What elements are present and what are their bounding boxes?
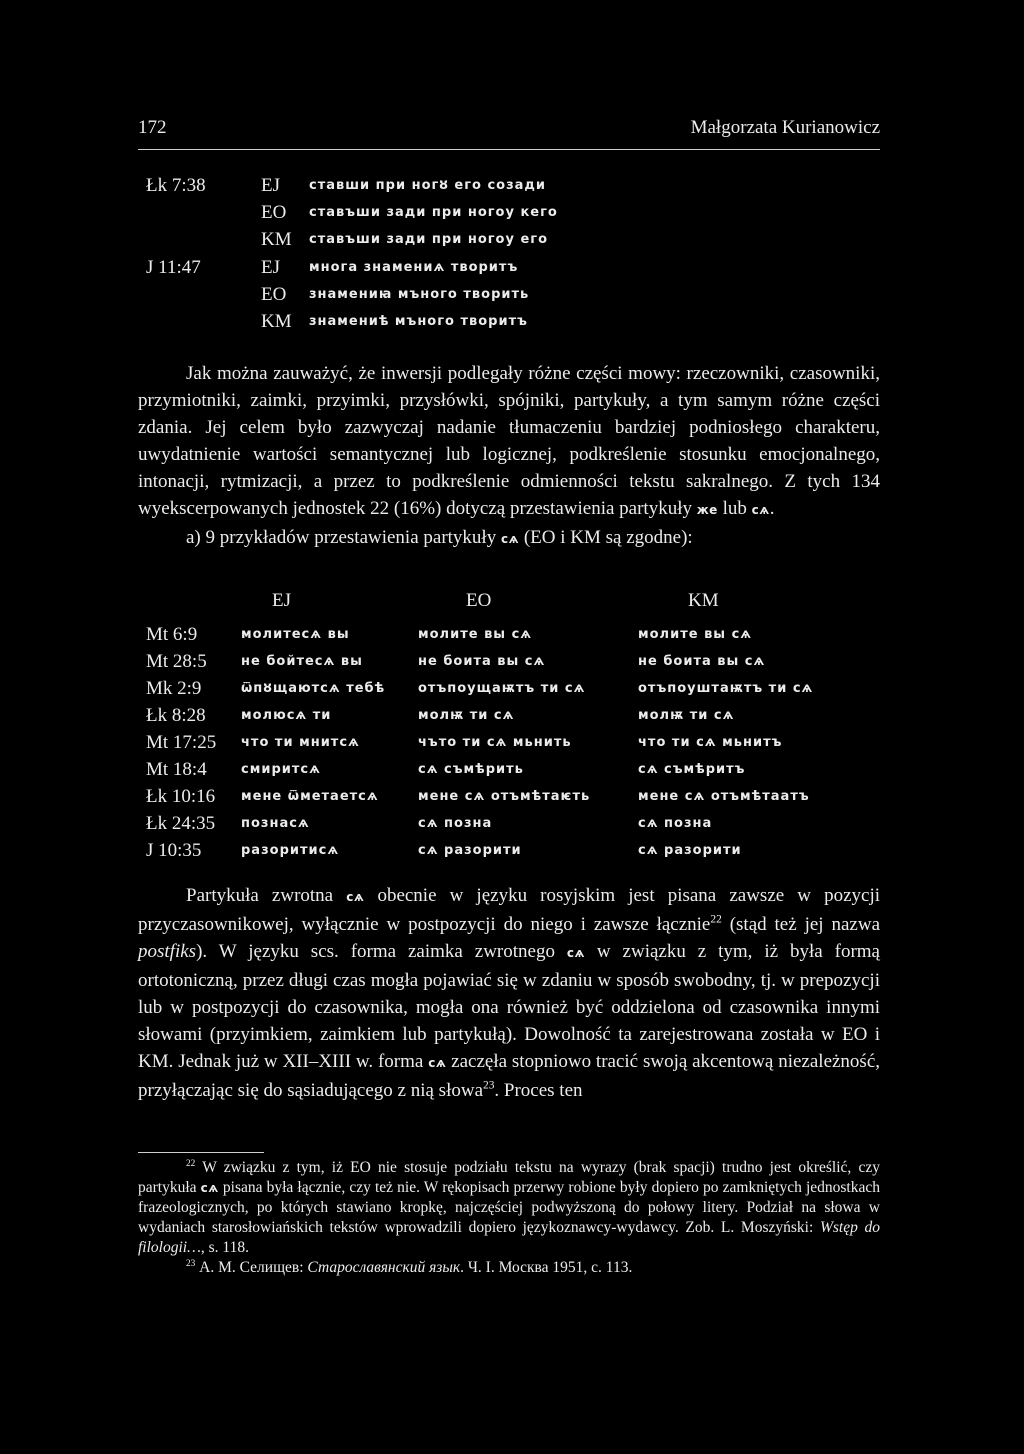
footnote-number: 23 — [186, 1258, 196, 1269]
church-slavonic-text: знамениѣ мъного творитъ — [309, 313, 528, 329]
verse-ref: Mt 28:5 — [146, 651, 207, 672]
example-row — [146, 281, 876, 308]
text-run: . — [769, 498, 775, 519]
text-run: . Proces ten — [494, 1080, 583, 1101]
particle-sja: сѧ — [566, 946, 585, 960]
paragraph-text — [138, 360, 880, 524]
verse-ref: J 11:47 — [146, 256, 201, 278]
cell-km: молите вы сѧ — [638, 627, 753, 642]
verse-ref: Łk 10:16 — [146, 786, 216, 807]
text-run: Jak można zauważyć, że inwersji podlegały różne części mowy: rzeczowniki, czasowniki, przymiotniki, zaimki, przyimki, przysłówki, spójniki, partykuły, a tym samym różne części zdania. Jej celem było zazwyczaj nadanie tłumaczeniu bardziej podniosłego charakteru, uwydatnienie wartości semantycznej lub logicznej, podkreślenie stosunku emocjonalnego, intonacji, rytmizacji, a przez to podkreślenie odmienności tekstu sakralnego. Z tych 134 wyekscerpowanych jednostek 22 (16%) dotyczą przestawienia partykuły — [138, 363, 880, 519]
footnote-number: 22 — [186, 1158, 196, 1169]
text-run: ). W języku scs. forma zaimka zwrotnego — [196, 941, 555, 962]
text-run: w związku z tym, iż była formą ortotoniczną, przez długi czas mogła pojawiać się w zdaniu w sposób swobodny, tj. w prepozycji lub w postpozycji do czasownika, mogła ona również być oddzielona od czasownika innymi słowami (przyimkiem, zaimkiem lub partykułą). Dowolność ta zarejestrowana została w EO i KM. Jednak już w XII–XIII w. forma — [138, 941, 880, 1072]
table-row — [146, 837, 880, 864]
church-slavonic-text: многа знамениѧ творитъ — [309, 259, 519, 275]
church-slavonic-text: ставши при ногȣ его созади — [309, 178, 547, 193]
cited-title: Старославянский язык — [307, 1259, 461, 1276]
verse-ref: Łk 24:35 — [146, 813, 216, 834]
particle-sja: сѧ — [428, 1056, 447, 1070]
example-block — [146, 172, 876, 335]
footnotes — [138, 1158, 880, 1278]
running-header — [138, 117, 880, 145]
paragraph-postfix — [138, 882, 880, 1104]
table-row — [146, 648, 880, 675]
column-header-km: KM — [688, 590, 719, 611]
table-row — [146, 810, 880, 837]
paragraph-inversion — [138, 360, 880, 553]
particle-sja: сѧ — [500, 532, 520, 546]
table-row — [146, 702, 880, 729]
cell-ej: молюсѧ ти — [241, 708, 332, 723]
text-run: А. М. Селищев: — [199, 1259, 304, 1276]
cell-ej: разоритисѧ — [241, 843, 340, 858]
text-run: a) 9 przykładów przestawienia partykuły — [186, 527, 497, 548]
cell-km: не боита вы сѧ — [638, 654, 766, 669]
verse-ref: Mt 17:25 — [146, 732, 217, 753]
source-siglum: EO — [261, 202, 287, 224]
church-slavonic-text: ставъши зади при ногоу его — [309, 232, 549, 248]
cell-km: что ти сѧ мьнитъ — [638, 735, 783, 750]
cell-km: молѭ ти сѧ — [638, 708, 735, 723]
source-siglum: KM — [261, 310, 292, 332]
verse-ref: Mt 18:4 — [146, 759, 207, 780]
page-number: 172 — [138, 117, 167, 138]
source-siglum: EO — [261, 283, 287, 305]
particle-sja: сѧ — [751, 503, 770, 517]
cited-title: Wstęp do filologii… — [138, 1219, 880, 1256]
cell-km: сѧ разорити — [638, 843, 742, 858]
cell-eo: сѧ позна — [418, 816, 493, 831]
example-row — [146, 226, 876, 253]
footnote-rule — [138, 1152, 264, 1153]
cell-eo: молѭ ти сѧ — [418, 708, 515, 723]
example-row — [146, 199, 876, 226]
verse-ref: J 10:35 — [146, 840, 202, 861]
particle-sja: сѧ — [200, 1181, 219, 1195]
example-row — [146, 254, 876, 281]
term-postfiks: postfiks — [138, 941, 197, 962]
source-siglum: EJ — [261, 256, 280, 278]
table-row — [146, 675, 880, 702]
church-slavonic-text: знамениꙗ мъного творить — [309, 286, 530, 302]
paragraph-text — [138, 882, 880, 1104]
table-row — [146, 621, 880, 648]
particle-zhe: же — [696, 503, 718, 517]
cell-ej: познасѧ — [241, 816, 310, 831]
text-run: , s. 118. — [200, 1239, 249, 1256]
example-row — [146, 308, 876, 335]
header-rule — [138, 149, 880, 150]
footnote-23 — [138, 1258, 880, 1278]
text-run: lub — [722, 498, 747, 519]
text-run: (stąd też jej nazwa — [729, 914, 881, 935]
cell-eo: отъпоущаѭтъ ти сѧ — [418, 681, 586, 696]
verse-ref: Łk 8:28 — [146, 705, 206, 726]
cell-km: мене сѧ отъмѣтаатъ — [638, 789, 810, 804]
cell-km: сѧ съмѣритъ — [638, 762, 746, 777]
particle-sja: сѧ — [346, 890, 365, 904]
footnote-22 — [138, 1158, 880, 1258]
text-run: pisana była łącznie, czy też nie. W rękopisach przerwy robione były dopiero po zamkniętych jednostkach frazeologicznych, po których stawiano kropkę, najczęściej podwyższoną do połowy litery. Podział na słowa w wydaniach starosłowiańskich tekstów wprowadzili dopiero językoznawcy-wydawcy. Zob. L. Moszyński: — [138, 1179, 880, 1236]
footnote-ref-23[interactable]: 23 — [483, 1079, 495, 1092]
cell-ej: что ти мнитсѧ — [241, 735, 360, 750]
table-row — [146, 783, 880, 810]
column-header-ej: EJ — [272, 590, 291, 611]
cell-eo: молите вы сѧ — [418, 627, 533, 642]
text-run: obecnie w języku rosyjskim jest pisana zawsze w pozycji przyczasownikowej, wyłącznie w postpozycji do niego i zawsze łącznie — [138, 885, 881, 935]
text-run: . Ч. I. Москва 1951, с. 113. — [460, 1259, 633, 1276]
cell-ej: ѿпȣщаютсѧ тебѣ — [241, 681, 386, 696]
column-header-eo: EO — [466, 590, 492, 611]
cell-eo: мене сѧ отъмѣтаѥть — [418, 789, 591, 804]
text-run: Partykuła zwrotna — [186, 885, 334, 906]
cell-km: сѧ позна — [638, 816, 713, 831]
cell-ej: смиритсѧ — [241, 762, 321, 777]
running-author: Małgorzata Kurianowicz — [690, 117, 880, 138]
text-run: (EO i KM są zgodne): — [523, 527, 693, 548]
table-row — [146, 729, 880, 756]
text-run: W związku z tym, iż EO nie stosuje podziału tekstu na wyrazy (brak spacji) trudno jest określić, czy partykuła — [138, 1159, 880, 1196]
list-intro — [138, 524, 880, 553]
cell-eo: сѧ съмѣрить — [418, 762, 524, 777]
cell-eo: чъто ти сѧ мьнить — [418, 735, 572, 750]
footnote-ref-22[interactable]: 22 — [710, 913, 722, 926]
verse-ref: Mk 2:9 — [146, 678, 202, 699]
cell-ej: мене ѿметаетсѧ — [241, 789, 379, 804]
source-siglum: EJ — [261, 175, 280, 196]
cell-eo: не боита вы сѧ — [418, 654, 546, 669]
verse-ref: Mt 6:9 — [146, 624, 198, 645]
table-row — [146, 756, 880, 783]
verse-ref: Łk 7:38 — [146, 175, 206, 196]
source-siglum: KM — [261, 229, 292, 251]
example-row — [146, 172, 876, 199]
cell-ej: не бойтесѧ вы — [241, 654, 363, 669]
text-run: zaczęła stopniowo tracić swoją akcentową niezależność, przyłączając się do sąsiadującego z nią słowa — [138, 1051, 881, 1101]
cell-eo: сѧ разорити — [418, 843, 522, 858]
cell-ej: молитесѧ вы — [241, 627, 350, 642]
church-slavonic-text: ставъши зади при ногоу кего — [309, 205, 558, 221]
cell-km: отъпоуштаѭтъ ти сѧ — [638, 681, 814, 696]
